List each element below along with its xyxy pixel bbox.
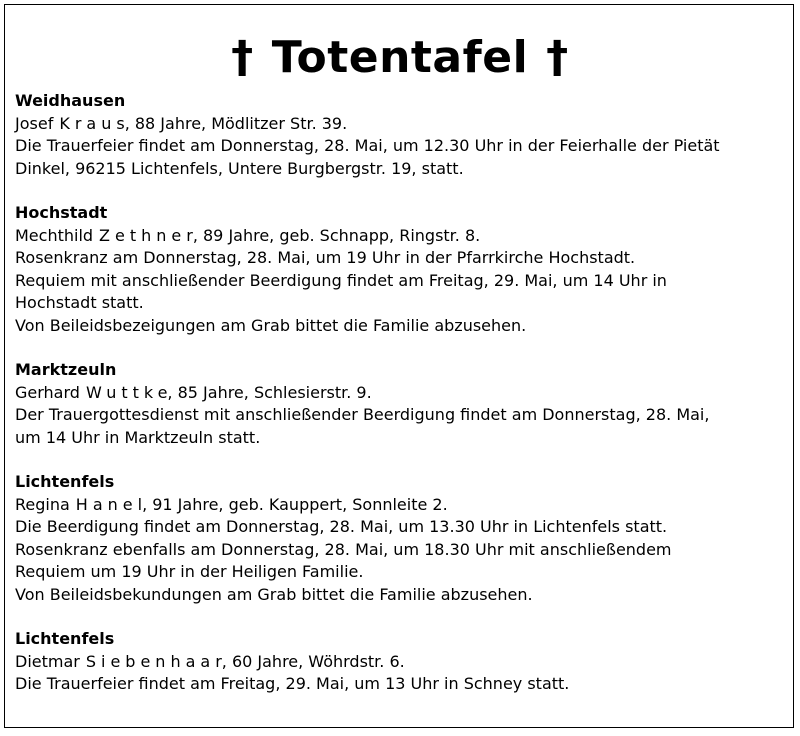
entry-first-name: Dietmar (15, 651, 80, 671)
entry-line: Die Beerdigung findet am Donnerstag, 28. Mai, um 13.30 Uhr in Lichtenfels statt. (15, 517, 668, 536)
page-title (0, 28, 800, 88)
entry-place: Marktzeuln (15, 360, 117, 379)
obituary-list (15, 90, 790, 718)
obituary-entry (15, 628, 790, 696)
entry-place: Lichtenfels (15, 629, 115, 648)
title-text: Totentafel (271, 32, 529, 83)
entry-details: , 88 Jahre, Mödlitzer Str. 39. (124, 113, 348, 133)
entry-line: Hochstadt statt. (15, 293, 144, 312)
obituary-entry (15, 359, 790, 449)
entry-place: Lichtenfels (15, 472, 115, 491)
entry-first-name: Gerhard (15, 382, 80, 402)
cross-right-icon: † (546, 32, 569, 83)
entry-details: , 60 Jahre, Wöhrdstr. 6. (221, 651, 405, 671)
entry-line: Dinkel, 96215 Lichtenfels, Untere Burgbergstr. 19, statt. (15, 158, 464, 178)
obituary-entry (15, 90, 790, 180)
obituary-entry (15, 202, 790, 337)
entry-line: Requiem mit anschließender Beerdigung findet am Freitag, 29. Mai, um 14 Uhr in (15, 270, 667, 290)
entry-line: Requiem um 19 Uhr in der Heiligen Familie. (15, 562, 364, 581)
entry-name-line (15, 494, 790, 517)
entry-first-name: Josef (15, 113, 54, 133)
entry-name-line (15, 225, 790, 248)
entry-details: , 91 Jahre, geb. Kauppert, Sonnleite 2. (142, 494, 448, 514)
entry-line: Der Trauergottesdienst mit anschließender Beerdigung findet am Donnerstag, 28. Mai, (15, 405, 710, 424)
entry-surname: Wuttke (85, 382, 173, 402)
entry-line: Von Beileidsbekundungen am Grab bittet die Familie abzusehen. (15, 584, 533, 604)
entry-line: Rosenkranz ebenfalls am Donnerstag, 28. Mai, um 18.30 Uhr mit anschließendem (15, 539, 672, 559)
entry-name-line (15, 651, 790, 674)
entry-surname: Zethner (99, 225, 198, 245)
entry-line: Die Trauerfeier findet am Donnerstag, 28. Mai, um 12.30 Uhr in der Feierhalle der Pietät (15, 136, 720, 155)
entry-surname: Kraus (59, 113, 130, 133)
entry-place: Hochstadt (15, 203, 108, 222)
entry-place: Weidhausen (15, 91, 126, 110)
entry-line: Rosenkranz am Donnerstag, 28. Mai, um 19 Uhr in der Pfarrkirche Hochstadt. (15, 248, 636, 267)
entry-first-name: Mechthild (15, 225, 94, 245)
entry-first-name: Regina (15, 494, 70, 514)
entry-details: , 85 Jahre, Schlesierstr. 9. (167, 382, 372, 402)
entry-surname: Siebenhaar (85, 651, 227, 671)
entry-line: um 14 Uhr in Marktzeuln statt. (15, 427, 261, 447)
entry-surname: Hanel (75, 494, 148, 514)
entry-line: Die Trauerfeier findet am Freitag, 29. Mai, um 13 Uhr in Schney statt. (15, 674, 570, 693)
cross-left-icon: † (231, 32, 254, 83)
entry-line: Von Beileidsbezeigungen am Grab bittet die Familie abzusehen. (15, 315, 527, 335)
entry-name-line (15, 113, 790, 136)
obituary-entry (15, 471, 790, 606)
entry-name-line (15, 382, 790, 405)
entry-details: , 89 Jahre, geb. Schnapp, Ringstr. 8. (192, 225, 481, 245)
